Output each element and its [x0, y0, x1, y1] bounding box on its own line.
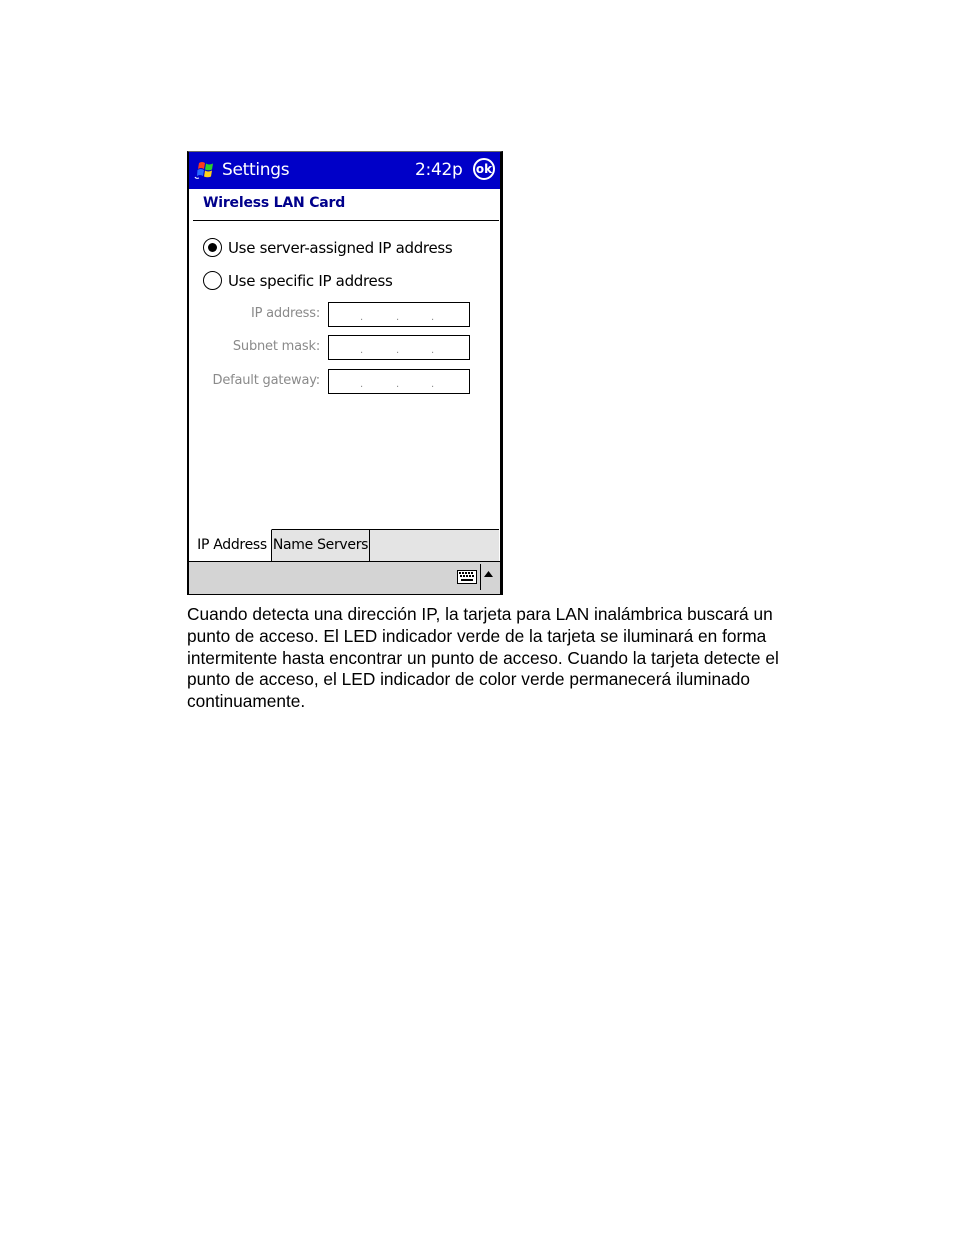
radio-specific-ip[interactable]	[203, 271, 393, 290]
caption-line: continuamente.	[187, 691, 306, 712]
sip-up-arrow-icon[interactable]	[484, 571, 493, 577]
caption-paragraph	[187, 604, 867, 713]
clock[interactable]: 2:42p	[415, 160, 463, 180]
radio-button-unchecked[interactable]	[203, 271, 222, 290]
radio-button-checked[interactable]	[203, 238, 222, 257]
caption-line: Cuando detecta una dirección IP, la tarjeta para LAN inalámbrica buscará un	[187, 604, 773, 624]
ip-address-label: IP address:	[250, 306, 320, 321]
tab-ip-address[interactable]: IP Address	[193, 529, 272, 561]
radio-label: Use specific IP address	[228, 271, 393, 290]
menubar-divider	[480, 564, 481, 590]
title-bar	[189, 152, 500, 189]
menu-bar	[189, 561, 500, 595]
default-gateway-field[interactable]: . . .	[328, 369, 470, 394]
default-gateway-label: Default gateway:	[212, 373, 320, 388]
tab-name-servers[interactable]: Name Servers	[272, 529, 370, 561]
subnet-mask-field[interactable]: . . .	[328, 335, 470, 360]
tabstrip-filler	[370, 529, 499, 561]
windows-flag-icon[interactable]	[193, 157, 219, 183]
ip-address-field[interactable]: . . .	[328, 302, 470, 327]
radio-server-assigned[interactable]	[203, 238, 452, 257]
app-title: Settings	[222, 160, 290, 180]
page-heading: Wireless LAN Card	[203, 195, 346, 211]
caption-line: punto de acceso. El LED indicador verde de la tarjeta se iluminará en forma	[187, 625, 767, 646]
radio-label: Use server-assigned IP address	[228, 238, 453, 257]
caption-line: punto de acceso, el LED indicador de color verde permanecerá iluminado	[187, 669, 750, 690]
caption-line: intermitente hasta encontrar un punto de acceso. Cuando la tarjeta detecte el	[187, 647, 779, 668]
heading-divider	[193, 220, 499, 221]
ok-button[interactable]: ok	[473, 158, 495, 180]
pocket-pc-screen	[187, 151, 503, 595]
subnet-mask-label: Subnet mask:	[232, 339, 320, 354]
keyboard-icon[interactable]	[457, 570, 477, 584]
